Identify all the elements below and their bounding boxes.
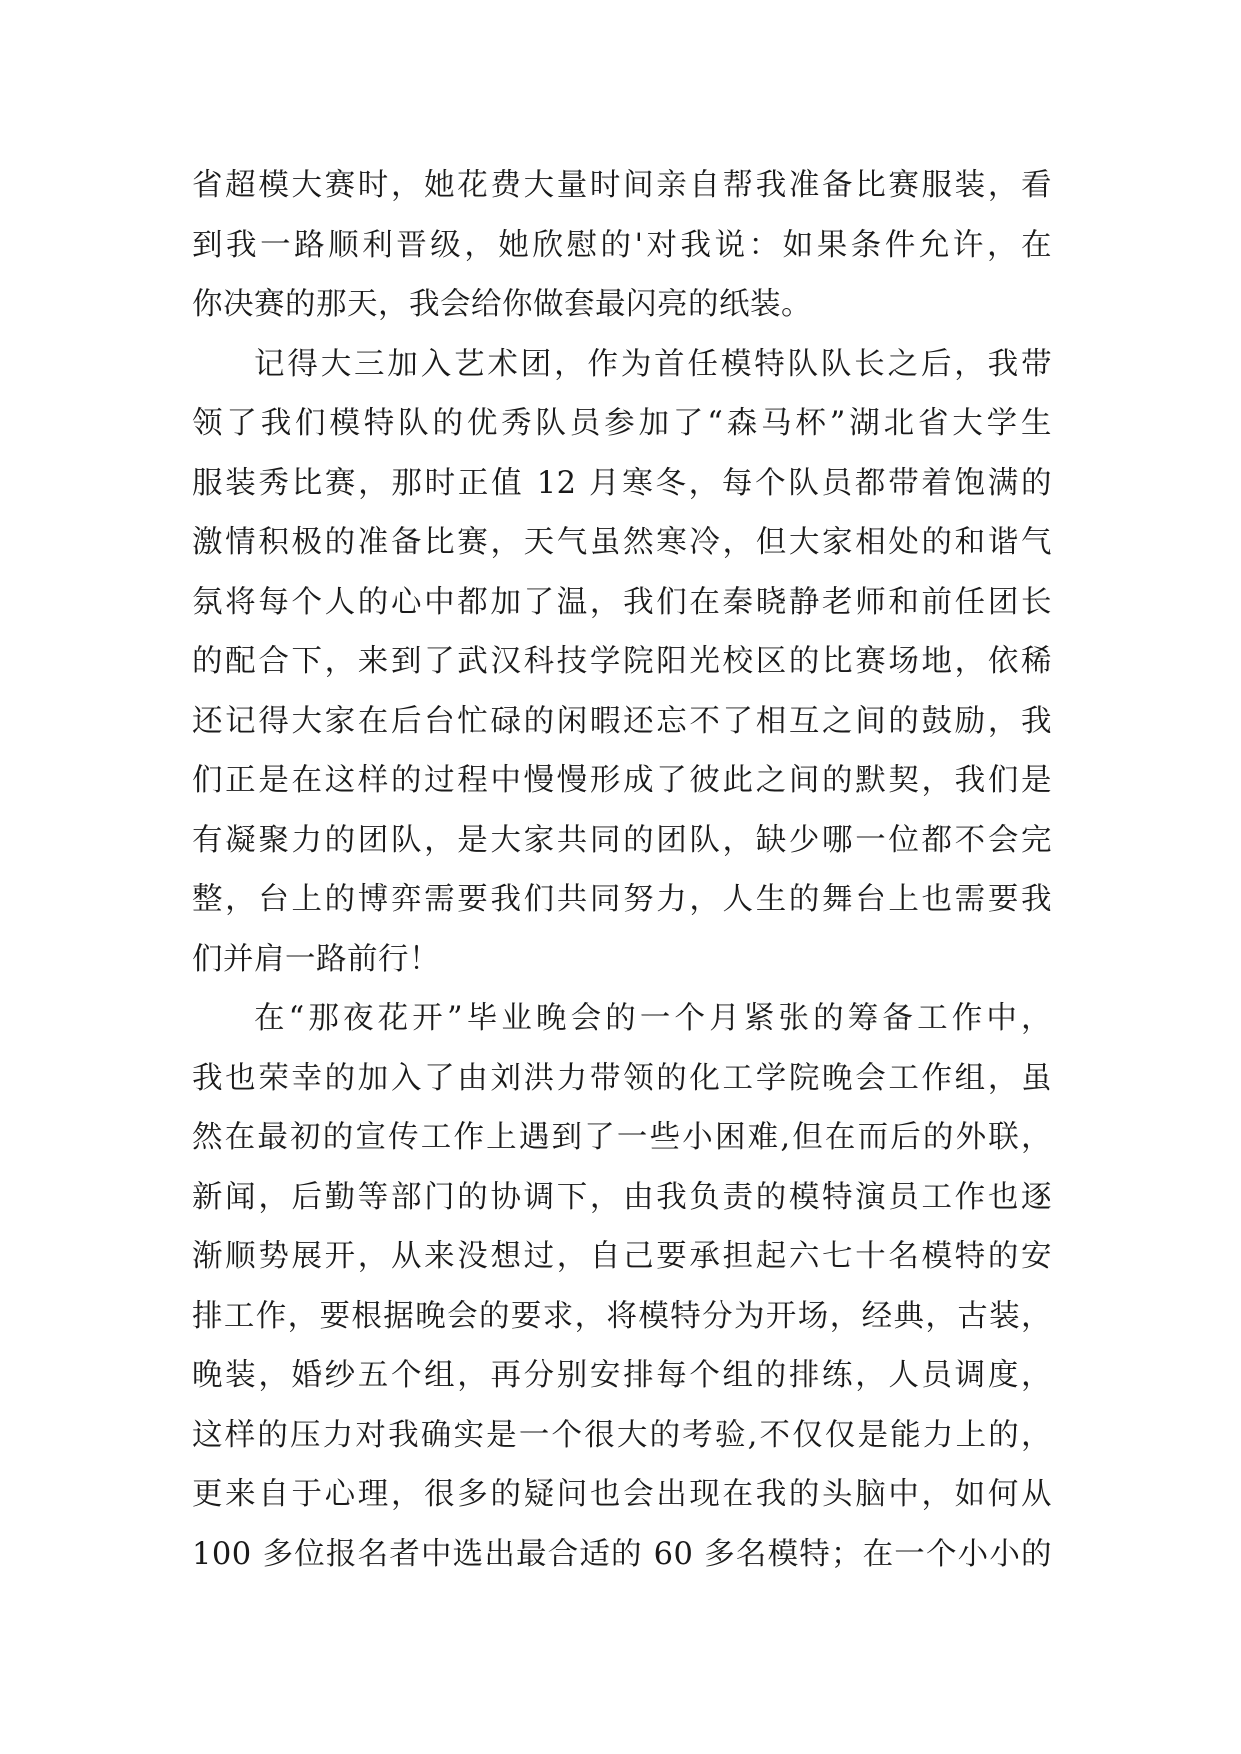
text-line: 在“那夜花开”毕业晚会的一个月紧张的筹备工作中， — [254, 1001, 1052, 1036]
text-line: 渐顺势展开，从来没想过，自己要承担起六七十名模特的安 — [192, 1239, 1052, 1274]
paragraph-3 — [192, 989, 1052, 1584]
text-line: 省超模大赛时，她花费大量时间亲自帮我准备比赛服装，看 — [192, 168, 1052, 203]
text-line: 记得大三加入艺术团，作为首任模特队队长之后，我带 — [254, 346, 1052, 382]
text-line: 晚装，婚纱五个组，再分别安排每个组的排练，人员调度， — [192, 1358, 1052, 1393]
text-line: 服装秀比赛，那时正值 12 月寒冬，每个队员都带着饱满的 — [192, 465, 1052, 501]
text-line: 有凝聚力的团队，是大家共同的团队，缺少哪一位都不会完 — [192, 822, 1052, 858]
text-line: 们并肩一路前行！ — [192, 941, 440, 977]
body-text — [192, 156, 1052, 1584]
text-line: 还记得大家在后台忙碌的闲暇还忘不了相互之间的鼓励，我 — [192, 703, 1052, 739]
text-line: 领了我们模特队的优秀队员参加了“森马杯”湖北省大学生 — [192, 406, 1052, 441]
paragraph-2 — [192, 335, 1052, 990]
text-line: 更来自于心理，很多的疑问也会出现在我的头脑中，如何从 — [192, 1477, 1052, 1512]
text-line: 这样的压力对我确实是一个很大的考验,不仅仅是能力上的， — [192, 1417, 1052, 1453]
text-line: 整，台上的博弈需要我们共同努力，人生的舞台上也需要我 — [192, 882, 1052, 917]
paragraph-1 — [192, 156, 1052, 335]
text-line: 的配合下，来到了武汉科技学院阳光校区的比赛场地，依稀 — [192, 644, 1052, 679]
text-line: 到我一路顺利晋级，她欣慰的'对我说：如果条件允许，在 — [192, 227, 1052, 263]
text-line: 激情积极的准备比赛，天气虽然寒冷，但大家相处的和谐气 — [192, 525, 1052, 560]
text-line: 然在最初的宣传工作上遇到了一些小困难,但在而后的外联， — [192, 1120, 1052, 1155]
text-line: 们正是在这样的过程中慢慢形成了彼此之间的默契，我们是 — [192, 763, 1052, 798]
text-line: 100 多位报名者中选出最合适的 60 多名模特；在一个小小的 — [192, 1536, 1052, 1572]
text-line: 氛将每个人的心中都加了温，我们在秦晓静老师和前任团长 — [192, 584, 1052, 620]
text-line: 我也荣幸的加入了由刘洪力带领的化工学院晚会工作组，虽 — [192, 1060, 1052, 1096]
text-line: 新闻，后勤等部门的协调下，由我负责的模特演员工作也逐 — [192, 1179, 1052, 1215]
text-line: 你决赛的那天，我会给你做套最闪亮的纸装。 — [192, 287, 812, 322]
text-line: 排工作，要根据晚会的要求，将模特分为开场，经典，古装， — [192, 1298, 1052, 1334]
